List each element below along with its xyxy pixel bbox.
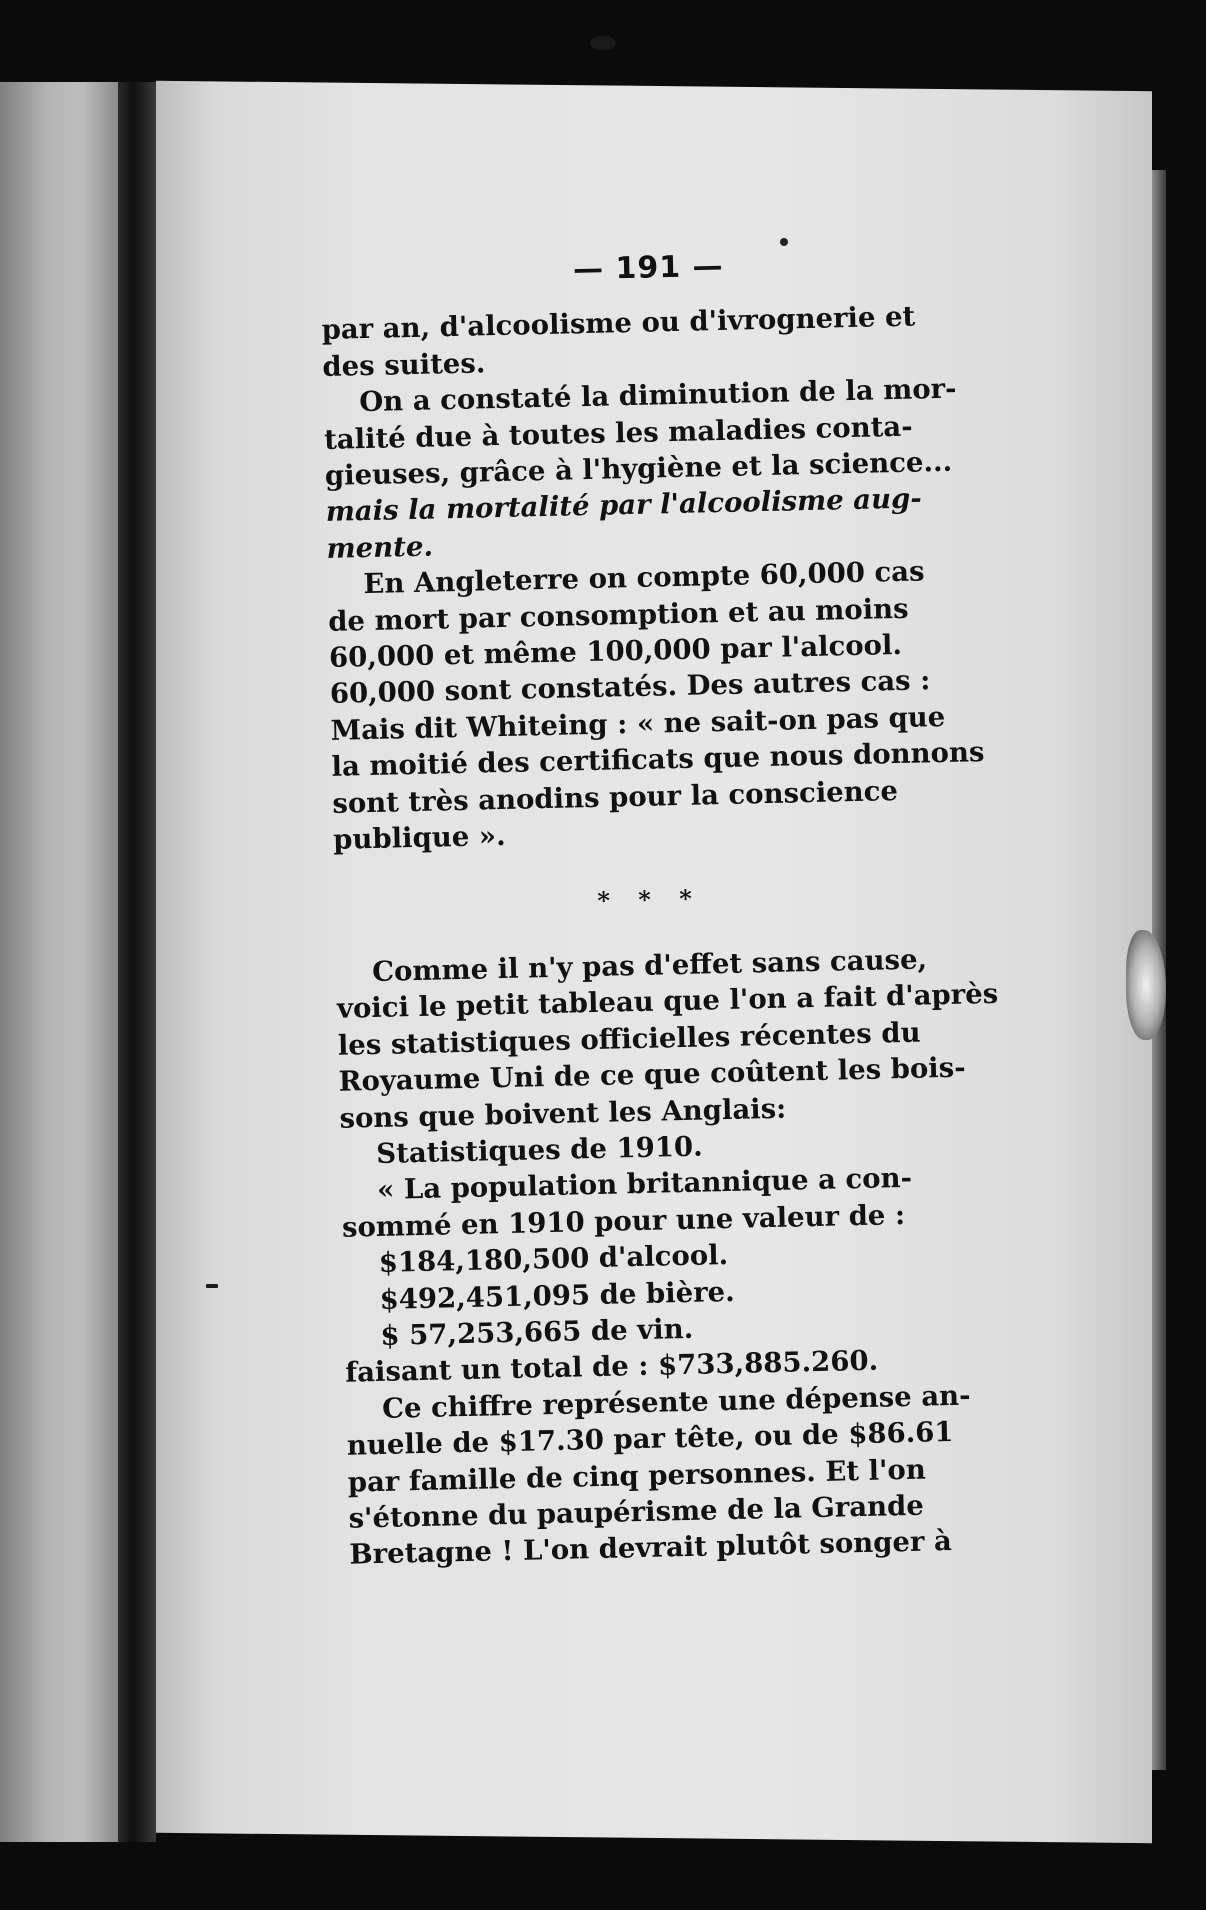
text-line: faisant un total de : $733,885.260. <box>344 1345 879 1390</box>
page-number: — 191 — <box>572 248 724 288</box>
text-line: En Angleterre on compte 60,000 cas <box>363 555 925 601</box>
scan-speck <box>206 1284 218 1288</box>
text-line: par an, d'alcoolisme ou d'ivrognerie et <box>321 300 916 347</box>
amount-beer: $492,451,095 de bière. <box>379 1275 736 1316</box>
text-line: On a constaté la diminution de la mor- <box>358 372 957 419</box>
final-paragraph <box>346 1378 971 1574</box>
scan-speck <box>780 238 788 246</box>
text-line: Royaume Uni de ce que coûtent les bois- <box>338 1051 966 1098</box>
section-separator: * * * <box>597 883 703 915</box>
paragraph-3 <box>327 554 985 859</box>
scan-speck <box>590 36 616 50</box>
text-line: Comme il n'y pas d'effet sans cause, <box>371 943 928 988</box>
text-line: « La population britannique a con- <box>376 1162 913 1207</box>
text-line: Statistiques de 1910. <box>375 1130 703 1170</box>
book-gutter <box>118 82 156 1842</box>
text-line: voici le petit tableau que l'on a fait d'après <box>336 978 999 1026</box>
text-line: Ce chiffre représente une dépense an- <box>381 1379 971 1425</box>
text-line: gieuses, grâce à l'hygiène et la science... <box>324 445 953 492</box>
amount-alcohol: $184,180,500 d'alcool. <box>378 1239 729 1280</box>
text-line: s'étonne du paupérisme de la Grande <box>348 1489 925 1535</box>
text-line: des suites. <box>322 347 486 383</box>
text-line: la moitié des certificats que nous donnons <box>331 736 985 784</box>
text-line: par famille de cinq personnes. Et l'on <box>347 1453 927 1499</box>
text-line: publique ». <box>332 820 506 856</box>
text-line: nuelle de $17.30 par tête, ou de $86.61 <box>346 1416 954 1462</box>
paragraph-1 <box>321 299 918 385</box>
page-text <box>320 244 999 1573</box>
text-line: mais la mortalité par l'alcoolisme aug- <box>325 482 923 529</box>
left-page-edge <box>0 82 118 1842</box>
text-line: sons que boivent les Anglais: <box>339 1092 787 1135</box>
text-line: de mort par consomption et au moins <box>327 592 909 638</box>
text-line: Bretagne ! L'on devrait plutôt songer à <box>349 1525 953 1572</box>
amounts-list <box>342 1232 940 1355</box>
text-line: les statistiques officielles récentes du <box>337 1016 921 1062</box>
text-line: Mais dit Whiteing : « ne sait-on pas que <box>330 700 946 747</box>
text-line: mente. <box>326 530 434 565</box>
text-line: 60,000 et même 100,000 par l'alcool. <box>328 628 903 674</box>
paragraph-2 <box>323 372 957 568</box>
paragraph-4 <box>336 941 999 1137</box>
text-line: sont très anodins pour la conscience <box>332 774 899 820</box>
text-line: talité due à toutes les maladies conta- <box>323 410 913 456</box>
amount-wine: $ 57,253,665 de vin. <box>380 1312 694 1352</box>
text-line: 60,000 sont constatés. Des autres cas : <box>329 664 931 711</box>
text-line: sommé en 1910 pour une valeur de : <box>341 1198 906 1244</box>
quote-paragraph <box>341 1160 938 1246</box>
